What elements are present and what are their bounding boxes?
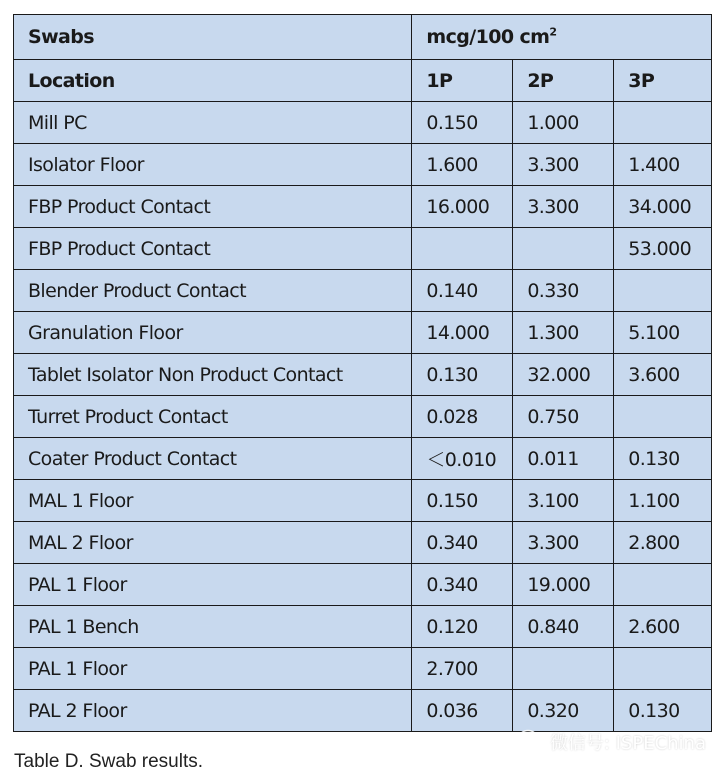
value-3p-cell: 1.400 bbox=[614, 144, 712, 186]
value-1p-cell: 0.140 bbox=[412, 270, 513, 312]
table-row bbox=[14, 228, 712, 270]
value-2p-cell: 3.100 bbox=[513, 480, 614, 522]
units-header-cell bbox=[412, 15, 712, 60]
location-cell: PAL 1 Bench bbox=[14, 606, 412, 648]
table-row bbox=[14, 312, 712, 354]
3p-column-header: 3P bbox=[614, 60, 712, 102]
value-2p-cell: 1.000 bbox=[513, 102, 614, 144]
value-1p-cell: 0.130 bbox=[412, 354, 513, 396]
value-3p-cell bbox=[614, 648, 712, 690]
table-row bbox=[14, 186, 712, 228]
value-1p-cell: 0.120 bbox=[412, 606, 513, 648]
location-cell: PAL 2 Floor bbox=[14, 690, 412, 732]
value-3p-cell: 2.600 bbox=[614, 606, 712, 648]
value-1p-cell: ＜0.010 bbox=[412, 438, 513, 480]
value-1p-cell: 16.000 bbox=[412, 186, 513, 228]
value-2p-cell: 1.300 bbox=[513, 312, 614, 354]
value-2p-cell: 3.300 bbox=[513, 186, 614, 228]
value-3p-cell bbox=[614, 396, 712, 438]
column-header-row bbox=[14, 60, 712, 102]
table-row bbox=[14, 396, 712, 438]
value-3p-cell bbox=[614, 102, 712, 144]
table-row bbox=[14, 438, 712, 480]
location-cell: PAL 1 Floor bbox=[14, 648, 412, 690]
value-2p-cell: 0.330 bbox=[513, 270, 614, 312]
location-cell: Turret Product Contact bbox=[14, 396, 412, 438]
value-3p-cell: 53.000 bbox=[614, 228, 712, 270]
value-3p-cell: 5.100 bbox=[614, 312, 712, 354]
value-2p-cell: 3.300 bbox=[513, 522, 614, 564]
location-cell: Tablet Isolator Non Product Contact bbox=[14, 354, 412, 396]
value-3p-cell: 1.100 bbox=[614, 480, 712, 522]
value-3p-cell: 2.800 bbox=[614, 522, 712, 564]
location-cell: Coater Product Contact bbox=[14, 438, 412, 480]
table-row bbox=[14, 270, 712, 312]
units-superscript: 2 bbox=[549, 25, 557, 39]
value-3p-cell bbox=[614, 564, 712, 606]
location-cell: MAL 2 Floor bbox=[14, 522, 412, 564]
table-row bbox=[14, 480, 712, 522]
value-3p-cell bbox=[614, 270, 712, 312]
value-1p-cell: 0.150 bbox=[412, 102, 513, 144]
value-1p-cell bbox=[412, 228, 513, 270]
value-2p-cell bbox=[513, 648, 614, 690]
1p-column-header: 1P bbox=[412, 60, 513, 102]
value-3p-cell: 0.130 bbox=[614, 690, 712, 732]
value-1p-cell: 14.000 bbox=[412, 312, 513, 354]
value-1p-cell: 0.036 bbox=[412, 690, 513, 732]
table-row bbox=[14, 354, 712, 396]
table-row bbox=[14, 522, 712, 564]
value-2p-cell: 0.840 bbox=[513, 606, 614, 648]
table-title-row bbox=[14, 15, 712, 60]
2p-column-header: 2P bbox=[513, 60, 614, 102]
value-2p-cell: 19.000 bbox=[513, 564, 614, 606]
location-cell: FBP Product Contact bbox=[14, 228, 412, 270]
value-2p-cell bbox=[513, 228, 614, 270]
value-2p-cell: 3.300 bbox=[513, 144, 614, 186]
value-1p-cell: 0.150 bbox=[412, 480, 513, 522]
value-1p-cell: 1.600 bbox=[412, 144, 513, 186]
location-cell: PAL 1 Floor bbox=[14, 564, 412, 606]
table-row bbox=[14, 564, 712, 606]
units-label: mcg/100 cm bbox=[426, 26, 550, 48]
value-1p-cell: 0.340 bbox=[412, 522, 513, 564]
location-column-header: Location bbox=[14, 60, 412, 102]
value-1p-cell: 2.700 bbox=[412, 648, 513, 690]
location-cell: MAL 1 Floor bbox=[14, 480, 412, 522]
location-cell: Granulation Floor bbox=[14, 312, 412, 354]
table-row bbox=[14, 648, 712, 690]
swab-results-table bbox=[13, 14, 712, 732]
value-3p-cell: 0.130 bbox=[614, 438, 712, 480]
value-2p-cell: 0.011 bbox=[513, 438, 614, 480]
location-cell: FBP Product Contact bbox=[14, 186, 412, 228]
table-caption: Table D. Swab results. bbox=[14, 751, 204, 772]
watermark-text: 微信号: ISPEChina bbox=[549, 733, 706, 754]
table-row bbox=[14, 144, 712, 186]
value-1p-cell: 0.340 bbox=[412, 564, 513, 606]
value-1p-cell: 0.028 bbox=[412, 396, 513, 438]
table-row bbox=[14, 606, 712, 648]
swabs-header-cell: Swabs bbox=[14, 15, 412, 60]
swab-results-table-container bbox=[13, 14, 712, 732]
wechat-icon bbox=[518, 729, 550, 756]
table-row bbox=[14, 102, 712, 144]
location-cell: Mill PC bbox=[14, 102, 412, 144]
value-3p-cell: 3.600 bbox=[614, 354, 712, 396]
value-2p-cell: 0.320 bbox=[513, 690, 614, 732]
location-cell: Isolator Floor bbox=[14, 144, 412, 186]
location-cell: Blender Product Contact bbox=[14, 270, 412, 312]
value-3p-cell: 34.000 bbox=[614, 186, 712, 228]
table-row bbox=[14, 690, 712, 732]
value-2p-cell: 0.750 bbox=[513, 396, 614, 438]
wechat-watermark bbox=[518, 728, 706, 756]
value-2p-cell: 32.000 bbox=[513, 354, 614, 396]
